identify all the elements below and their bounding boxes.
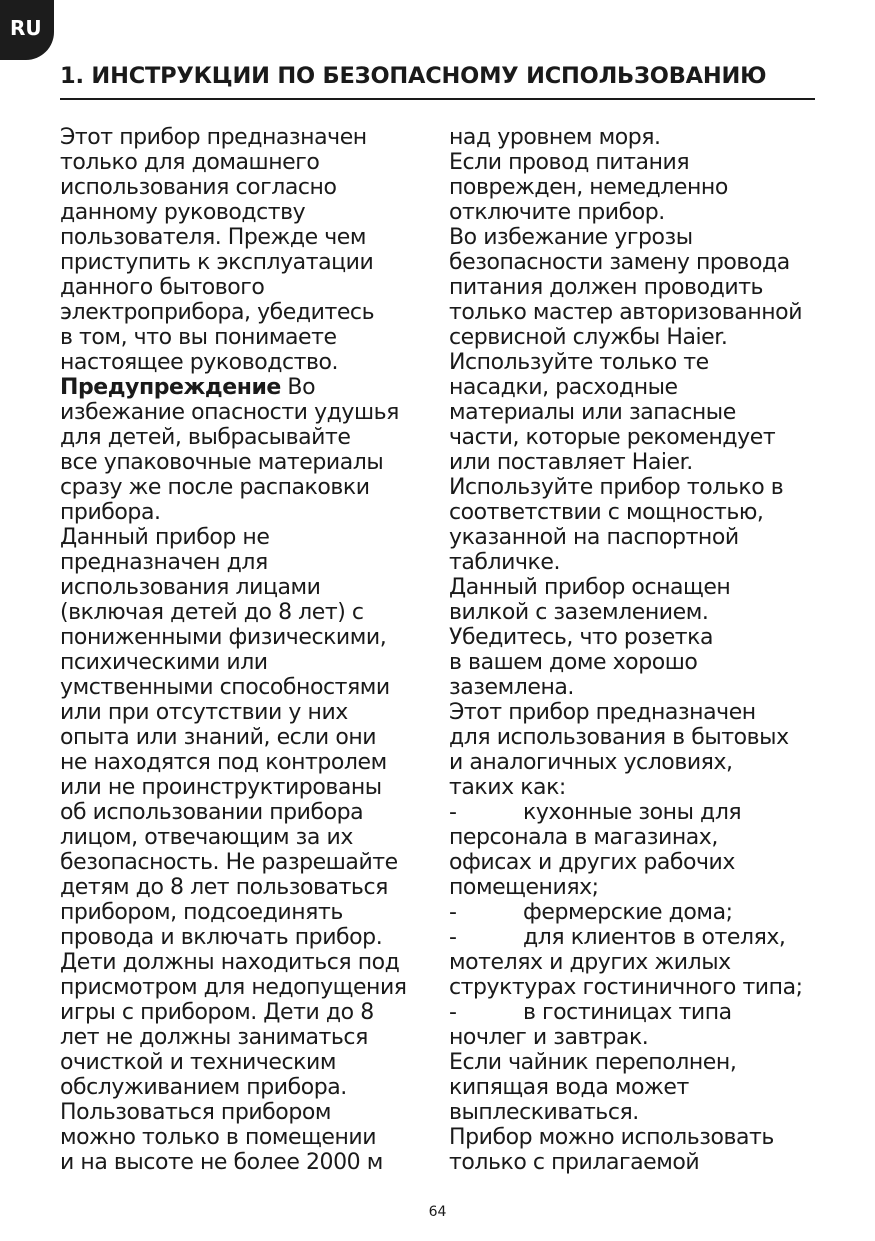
text-line: сразу же после распаковки: [60, 475, 370, 500]
text-line: использования лицами: [60, 575, 321, 600]
text-line: Используйте только те: [449, 350, 709, 375]
text-line: Если провод питания: [449, 150, 690, 175]
text-line: только с прилагаемой: [449, 1150, 700, 1175]
text-line: Этот прибор предназначен: [60, 125, 367, 150]
text-line: безопасности замену провода: [449, 250, 790, 275]
bullet-item-shops: [449, 800, 821, 900]
text-line: умственными способностями: [60, 675, 390, 700]
text-line: детям до 8 лет пользоваться: [60, 875, 388, 900]
bullet-text: мотелях и других жилых: [449, 950, 731, 975]
text-line: сервисной службы Haier.: [449, 325, 728, 350]
text-line: лет не должны заниматься: [60, 1025, 368, 1050]
text-line: можно только в помещении: [60, 1125, 377, 1150]
text-line: игры с прибором. Дети до 8: [60, 1000, 374, 1025]
warning-label: Предупреждение: [60, 375, 281, 400]
bullet-line: [449, 1000, 821, 1025]
bullet-text: в гостиницах типа: [523, 1000, 732, 1025]
text-line: заземлена.: [449, 675, 574, 700]
bullet-line: [449, 900, 821, 925]
right-column: [449, 125, 821, 1175]
bullet-line: [449, 875, 821, 900]
bullet-item-bed-breakfast: [449, 1000, 821, 1050]
text-line: прибора.: [60, 500, 161, 525]
bullet-dash: -: [449, 1000, 457, 1025]
text-line: табличке.: [449, 550, 560, 575]
text-line: отключите прибор.: [449, 200, 665, 225]
page-number: 64: [428, 1204, 447, 1220]
text-line: в вашем доме хорошо: [449, 650, 698, 675]
title-divider: [60, 98, 815, 100]
bullet-text: ночлег и завтрак.: [449, 1025, 649, 1050]
text-line: Дети должны находиться под: [60, 950, 400, 975]
text-line: настоящее руководство.: [60, 350, 339, 375]
text-line: пониженными физическими,: [60, 625, 387, 650]
text-line: обслуживанием прибора.: [60, 1075, 347, 1100]
bullet-dash: -: [449, 925, 457, 950]
bullet-line: [449, 825, 821, 850]
bullet-text: для клиентов в отелях,: [523, 925, 786, 950]
bullet-text: офисах и других рабочих: [449, 850, 735, 875]
text-line: не находятся под контролем: [60, 750, 387, 775]
text-line: для использования в бытовых: [449, 725, 789, 750]
text-line: Убедитесь, что розетка: [449, 625, 714, 650]
text-line: над уровнем моря.: [449, 125, 661, 150]
text-line: соответствии с мощностью,: [449, 500, 764, 525]
text-line: или при отсутствии у них: [60, 700, 348, 725]
text-line: кипящая вода может: [449, 1075, 689, 1100]
text-line: таких как:: [449, 775, 566, 800]
text-line: только для домашнего: [60, 150, 320, 175]
language-tab: RU: [0, 0, 54, 60]
text-line: Во избежание угрозы: [449, 225, 693, 250]
text-line: использования согласно: [60, 175, 337, 200]
right-column-end: [449, 1050, 821, 1175]
bullet-line: [449, 950, 821, 975]
text-line: безопасность. Не разрешайте: [60, 850, 398, 875]
bullet-text: структурах гостиничного типа;: [449, 975, 803, 1000]
right-column-intro: [449, 125, 821, 800]
text-line: данному руководству: [60, 200, 306, 225]
bullet-dash: -: [449, 800, 457, 825]
bullet-dash: -: [449, 900, 457, 925]
text-line: психическими или: [60, 650, 268, 675]
text-line: поврежден, немедленно: [449, 175, 728, 200]
bullet-text: фермерские дома;: [523, 900, 733, 925]
left-column: [60, 125, 430, 1175]
text-line: насадки, расходные: [449, 375, 678, 400]
text-line: присмотром для недопущения: [60, 975, 407, 1000]
left-column-intro: [60, 125, 430, 375]
text-line: Прибор можно использовать: [449, 1125, 774, 1150]
text-line: и аналогичных условиях,: [449, 750, 733, 775]
text-line: об использовании прибора: [60, 800, 364, 825]
text-line: или поставляет Haier.: [449, 450, 693, 475]
text-line: выплескиваться.: [449, 1100, 639, 1125]
text-line: (включая детей до 8 лет) с: [60, 600, 364, 625]
left-column-body: [60, 400, 430, 1175]
section-title: 1. ИНСТРУКЦИИ ПО БЕЗОПАСНОМУ ИСПОЛЬЗОВАНИЮ: [60, 63, 767, 89]
text-line: части, которые рекомендует: [449, 425, 776, 450]
text-line: провода и включать прибор.: [60, 925, 383, 950]
bullet-item-farmhouses: [449, 900, 821, 925]
bullet-item-hotels: [449, 925, 821, 1000]
warning-line-rest: Во: [280, 375, 316, 400]
text-line: прибором, подсоединять: [60, 900, 343, 925]
text-line: пользователя. Прежде чем: [60, 225, 367, 250]
warning-line: [60, 375, 430, 400]
text-line: предназначен для: [60, 550, 268, 575]
text-line: очисткой и техническим: [60, 1050, 336, 1075]
text-line: избежание опасности удушья: [60, 400, 399, 425]
text-line: Данный прибор оснащен: [449, 575, 731, 600]
bullet-line: [449, 800, 821, 825]
text-line: для детей, выбрасывайте: [60, 425, 351, 450]
bullet-line: [449, 925, 821, 950]
bullet-text: персонала в магазинах,: [449, 825, 718, 850]
bullet-text: помещениях;: [449, 875, 599, 900]
bullet-line: [449, 850, 821, 875]
text-line: материалы или запасные: [449, 400, 736, 425]
text-line: приступить к эксплуатации: [60, 250, 374, 275]
text-line: питания должен проводить: [449, 275, 764, 300]
text-line: вилкой с заземлением.: [449, 600, 709, 625]
text-line: Данный прибор не: [60, 525, 270, 550]
text-line: Если чайник переполнен,: [449, 1050, 737, 1075]
bullet-line: [449, 1025, 821, 1050]
text-line: лицом, отвечающим за их: [60, 825, 353, 850]
text-line: только мастер авторизованной: [449, 300, 803, 325]
text-line: или не проинструктированы: [60, 775, 382, 800]
text-line: опыта или знаний, если они: [60, 725, 377, 750]
text-line: Этот прибор предназначен: [449, 700, 756, 725]
text-line: все упаковочные материалы: [60, 450, 384, 475]
bullet-line: [449, 975, 821, 1000]
text-line: и на высоте не более 2000 м: [60, 1150, 383, 1175]
text-line: в том, что вы понимаете: [60, 325, 337, 350]
text-line: Используйте прибор только в: [449, 475, 784, 500]
bullet-text: кухонные зоны для: [523, 800, 742, 825]
text-line: Пользоваться прибором: [60, 1100, 331, 1125]
text-line: электроприбора, убедитесь: [60, 300, 375, 325]
text-line: данного бытового: [60, 275, 265, 300]
text-line: указанной на паспортной: [449, 525, 739, 550]
